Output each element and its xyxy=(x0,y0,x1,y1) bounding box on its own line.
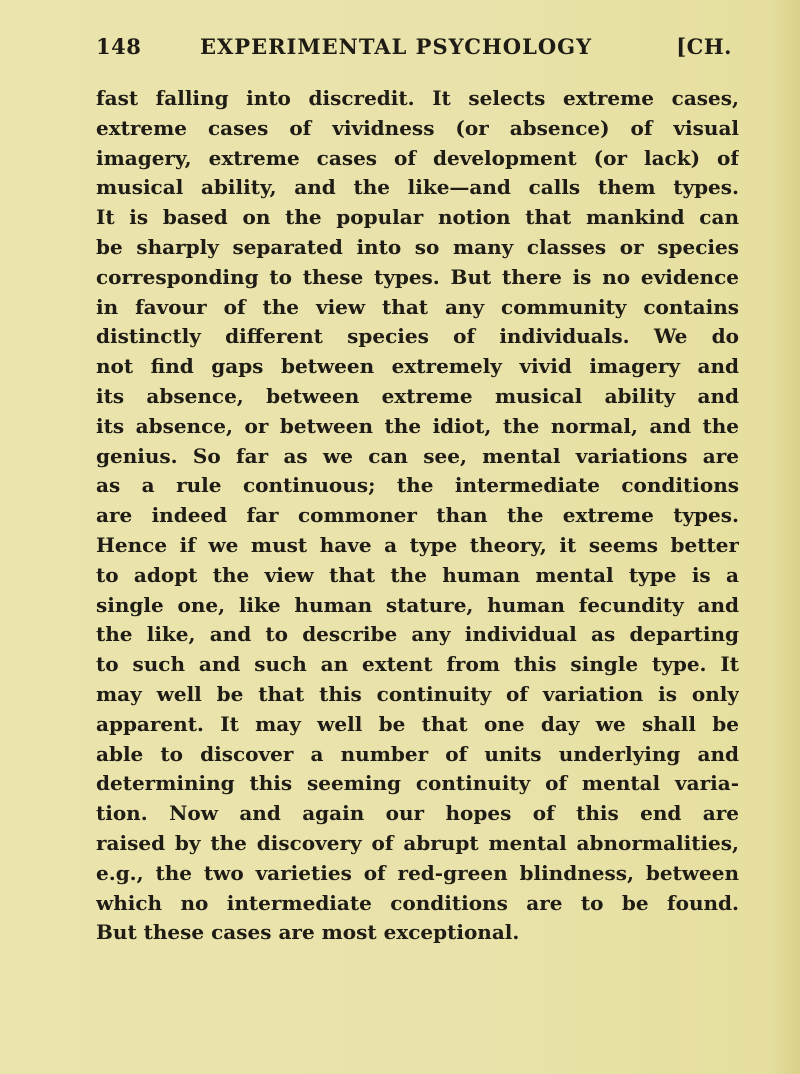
text-line: to adopt the view that the human mental type is a xyxy=(96,562,739,587)
text-line: its absence, between extreme musical ability and xyxy=(96,383,739,408)
body-paragraph xyxy=(96,84,739,948)
text-line: But these cases are most exceptional. xyxy=(96,920,520,945)
page-number: 148 xyxy=(96,34,142,59)
running-title: EXPERIMENTAL PSYCHOLOGY xyxy=(200,34,593,59)
text-line: Hence if we must have a type theory, it seems better xyxy=(96,532,739,557)
text-line: apparent. It may well be that one day we shall be xyxy=(96,711,739,736)
text-line: musical ability, and the like—and calls them types. xyxy=(96,175,739,200)
text-line: It is based on the popular notion that mankind can xyxy=(96,205,739,230)
running-header xyxy=(96,34,736,68)
text-line: determining this seeming continuity of mental varia- xyxy=(96,771,739,796)
text-line: extreme cases of vividness (or absence) of visual xyxy=(96,115,739,140)
text-line: in favour of the view that any community contains xyxy=(96,294,739,319)
text-line: able to discover a number of units underlying and xyxy=(96,741,739,766)
text-line: may well be that this continuity of variation is only xyxy=(96,681,739,706)
text-line: its absence, or between the idiot, the normal, and the xyxy=(96,413,739,438)
text-line: which no intermediate conditions are to be found. xyxy=(96,890,739,915)
text-line: single one, like human stature, human fecundity and xyxy=(96,592,739,617)
text-line: raised by the discovery of abrupt mental abnormalities, xyxy=(96,830,739,855)
text-line: as a rule continuous; the intermediate conditions xyxy=(96,473,739,498)
text-line: not find gaps between extremely vivid imagery and xyxy=(96,354,739,379)
text-line: the like, and to describe any individual as departing xyxy=(96,622,739,647)
text-line: fast falling into discredit. It selects extreme cases, xyxy=(96,86,739,110)
text-line: imagery, extreme cases of development (or lack) of xyxy=(96,145,739,170)
chapter-marker: [CH. xyxy=(676,34,732,59)
text-line: be sharply separated into so many classes or species xyxy=(96,234,739,259)
text-line: genius. So far as we can see, mental variations are xyxy=(96,443,739,468)
text-line: e.g., the two varieties of red-green blindness, between xyxy=(96,860,739,885)
text-line: tion. Now and again our hopes of this end are xyxy=(96,801,739,826)
text-line: are indeed far commoner than the extreme types. xyxy=(96,503,739,528)
text-line: distinctly different species of individuals. We do xyxy=(96,324,739,349)
text-line: corresponding to these types. But there is no evidence xyxy=(96,264,739,289)
text-line: to such and such an extent from this single type. It xyxy=(96,652,739,677)
